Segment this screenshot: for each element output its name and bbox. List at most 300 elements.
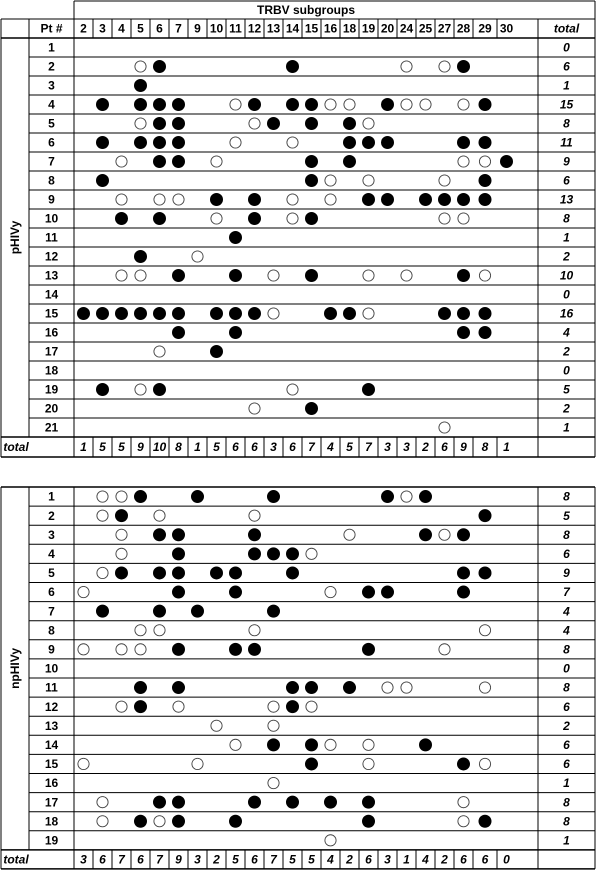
phivy-filled-circle — [230, 308, 242, 320]
phivy-patient-number: 9 — [48, 192, 55, 207]
nphivy-column-total: 5 — [289, 852, 296, 867]
phivy-filled-circle — [249, 308, 261, 320]
phivy-open-circle — [479, 270, 490, 281]
nphivy-filled-circle — [363, 586, 375, 598]
phivy-column-total: 9 — [460, 440, 467, 455]
phivy-filled-circle — [97, 137, 109, 149]
phivy-row-total: 0 — [563, 40, 570, 55]
nphivy-filled-circle — [479, 567, 491, 579]
nphivy-filled-circle — [173, 529, 185, 541]
nphivy-filled-circle — [287, 548, 299, 560]
nphivy-open-circle — [325, 835, 336, 846]
nphivy-column-total: 9 — [175, 852, 182, 867]
phivy-open-circle — [458, 213, 469, 224]
phivy-filled-circle — [78, 308, 90, 320]
column-header-trbv12: 12 — [247, 21, 262, 36]
phivy-open-circle — [344, 99, 355, 110]
column-header-trbv15: 15 — [304, 21, 319, 36]
phivy-filled-circle — [479, 194, 491, 206]
header-title: TRBV subgroups — [257, 3, 355, 18]
phivy-row-total: 11 — [560, 135, 573, 150]
phivy-filled-circle — [458, 308, 470, 320]
phivy-filled-circle — [211, 308, 223, 320]
phivy-filled-circle — [97, 99, 109, 111]
phivy-column-total: 3 — [384, 440, 391, 455]
nphivy-column-total: 0 — [503, 852, 510, 867]
phivy-filled-circle — [479, 308, 491, 320]
nphivy-column-total: 7 — [118, 852, 125, 867]
nphivy-patient-number: 18 — [44, 814, 59, 829]
column-header-trbv25: 25 — [418, 21, 433, 36]
phivy-patient-number: 14 — [44, 287, 59, 302]
nphivy-filled-circle — [306, 758, 318, 770]
nphivy-open-circle — [78, 586, 89, 597]
nphivy-filled-circle — [154, 567, 166, 579]
nphivy-open-circle — [479, 682, 490, 693]
nphivy-filled-circle — [116, 510, 128, 522]
nphivy-patient-number: 15 — [44, 757, 59, 772]
phivy-open-circle — [439, 213, 450, 224]
nphivy-open-circle — [479, 758, 490, 769]
nphivy-column-total: 6 — [365, 852, 372, 867]
phivy-row-total: 2 — [563, 401, 570, 416]
phivy-filled-circle — [458, 270, 470, 282]
phivy-row-total: 4 — [563, 325, 570, 340]
phivy-filled-circle — [344, 137, 356, 149]
nphivy-patient-number: 10 — [44, 661, 59, 676]
nphivy-open-circle — [306, 701, 317, 712]
phivy-filled-circle — [154, 156, 166, 168]
phivy-filled-circle — [363, 194, 375, 206]
nphivy-column-total: 6 — [251, 852, 258, 867]
nphivy-filled-circle — [268, 548, 280, 560]
nphivy-column-total: 1 — [403, 852, 410, 867]
phivy-filled-circle — [306, 156, 318, 168]
phivy-totals-label: total — [3, 440, 29, 455]
phivy-column-total: 5 — [346, 440, 353, 455]
nphivy-patient-number: 13 — [44, 718, 59, 733]
phivy-row-total: 2 — [563, 249, 570, 264]
nphivy-open-circle — [192, 758, 203, 769]
nphivy-open-circle — [211, 720, 222, 731]
phivy-filled-circle — [230, 232, 242, 244]
phivy-open-circle — [135, 270, 146, 281]
nphivy-open-circle — [249, 510, 260, 521]
header-pt-label: Pt # — [40, 21, 63, 36]
phivy-open-circle — [116, 156, 127, 167]
nphivy-filled-circle — [249, 643, 261, 655]
phivy-row-total: 0 — [563, 287, 570, 302]
nphivy-open-circle — [325, 586, 336, 597]
phivy-filled-circle — [154, 384, 166, 396]
phivy-patient-number: 8 — [48, 173, 55, 188]
nphivy-open-circle — [116, 548, 127, 559]
phivy-filled-circle — [211, 194, 223, 206]
phivy-filled-circle — [458, 61, 470, 73]
nphivy-open-circle — [401, 682, 412, 693]
nphivy-open-circle — [97, 816, 108, 827]
phivy-filled-circle — [479, 327, 491, 339]
phivy-patient-number: 6 — [48, 135, 55, 150]
phivy-open-circle — [249, 403, 260, 414]
phivy-filled-circle — [479, 137, 491, 149]
phivy-open-circle — [325, 194, 336, 205]
nphivy-open-circle — [268, 777, 279, 788]
phivy-filled-circle — [135, 137, 147, 149]
phivy-open-circle — [154, 346, 165, 357]
phivy-open-circle — [363, 308, 374, 319]
phivy-column-total: 6 — [232, 440, 239, 455]
nphivy-filled-circle — [479, 510, 491, 522]
nphivy-patient-number: 3 — [48, 527, 55, 542]
column-header-trbv29: 29 — [478, 21, 492, 36]
nphivy-filled-circle — [192, 605, 204, 617]
phivy-open-circle — [325, 175, 336, 186]
phivy-open-circle — [363, 175, 374, 186]
phivy-filled-circle — [306, 270, 318, 282]
phivy-open-circle — [479, 156, 490, 167]
nphivy-column-total: 3 — [80, 852, 87, 867]
nphivy-filled-circle — [211, 567, 223, 579]
nphivy-filled-circle — [287, 701, 299, 713]
nphivy-filled-circle — [458, 529, 470, 541]
nphivy-open-circle — [268, 720, 279, 731]
phivy-filled-circle — [211, 346, 223, 358]
phivy-patient-number: 12 — [44, 249, 59, 264]
phivy-open-circle — [192, 251, 203, 262]
nphivy-column-total: 6 — [137, 852, 144, 867]
phivy-open-circle — [287, 213, 298, 224]
phivy-row-total: 1 — [563, 230, 570, 245]
nphivy-row-total: 2 — [563, 718, 570, 733]
nphivy-row-total: 9 — [563, 566, 570, 581]
nphivy-filled-circle — [268, 491, 280, 503]
phivy-column-total: 9 — [137, 440, 144, 455]
phivy-filled-circle — [287, 99, 299, 111]
phivy-patient-number: 7 — [48, 154, 55, 169]
phivy-open-circle — [439, 422, 450, 433]
nphivy-filled-circle — [192, 491, 204, 503]
phivy-open-circle — [363, 118, 374, 129]
phivy-column-total: 5 — [118, 440, 125, 455]
nphivy-column-total: 4 — [327, 852, 334, 867]
phivy-open-circle — [458, 99, 469, 110]
nphivy-filled-circle — [306, 682, 318, 694]
phivy-open-circle — [401, 61, 412, 72]
phivy-filled-circle — [135, 80, 147, 92]
nphivy-filled-circle — [97, 605, 109, 617]
nphivy-open-circle — [325, 739, 336, 750]
phivy-column-total: 8 — [481, 440, 489, 455]
phivy-row-total: 2 — [563, 344, 570, 359]
phivy-column-total: 7 — [308, 440, 315, 455]
nphivy-filled-circle — [458, 586, 470, 598]
column-header-trbv2: 2 — [80, 21, 87, 36]
column-header-trbv5: 5 — [137, 21, 144, 36]
nphivy-filled-circle — [116, 567, 128, 579]
phivy-filled-circle — [154, 308, 166, 320]
nphivy-open-circle — [439, 644, 450, 655]
phivy-open-circle — [135, 384, 146, 395]
phivy-row-total: 16 — [559, 306, 574, 321]
phivy-group-label: pHIVy — [8, 220, 23, 255]
phivy-filled-circle — [363, 137, 375, 149]
phivy-filled-circle — [154, 99, 166, 111]
nphivy-column-total: 2 — [441, 852, 448, 867]
nphivy-column-total: 3 — [384, 852, 391, 867]
nphivy-patient-number: 7 — [48, 604, 55, 619]
nphivy-open-circle — [382, 682, 393, 693]
nphivy-open-circle — [97, 510, 108, 521]
phivy-filled-circle — [363, 384, 375, 396]
nphivy-filled-circle — [230, 586, 242, 598]
column-header-trbv18: 18 — [342, 21, 357, 36]
phivy-open-circle — [154, 194, 165, 205]
phivy-filled-circle — [173, 270, 185, 282]
nphivy-filled-circle — [363, 643, 375, 655]
nphivy-row-total: 8 — [563, 680, 570, 695]
phivy-patient-number: 16 — [44, 325, 59, 340]
column-header-trbv10: 10 — [209, 21, 224, 36]
nphivy-open-circle — [97, 491, 108, 502]
nphivy-column-total: 5 — [308, 852, 315, 867]
phivy-filled-circle — [135, 251, 147, 263]
nphivy-row-total: 7 — [563, 585, 570, 600]
phivy-filled-circle — [249, 194, 261, 206]
phivy-open-circle — [287, 384, 298, 395]
nphivy-filled-circle — [154, 796, 166, 808]
phivy-filled-circle — [306, 99, 318, 111]
phivy-column-total: 5 — [213, 440, 220, 455]
phivy-column-total: 10 — [152, 440, 167, 455]
nphivy-open-circle — [116, 644, 127, 655]
phivy-patient-number: 11 — [45, 230, 58, 245]
nphivy-filled-circle — [363, 796, 375, 808]
nphivy-patient-number: 11 — [45, 680, 58, 695]
phivy-filled-circle — [268, 118, 280, 130]
nphivy-filled-circle — [230, 815, 242, 827]
phivy-filled-circle — [382, 99, 394, 111]
nphivy-row-total: 4 — [563, 604, 570, 619]
nphivy-filled-circle — [173, 567, 185, 579]
column-header-trbv6: 6 — [156, 21, 163, 36]
nphivy-filled-circle — [325, 796, 337, 808]
nphivy-open-circle — [249, 625, 260, 636]
phivy-filled-circle — [325, 308, 337, 320]
nphivy-patient-number: 1 — [48, 489, 55, 504]
phivy-patient-number: 13 — [44, 268, 59, 283]
phivy-column-total: 3 — [403, 440, 410, 455]
nphivy-open-circle — [116, 529, 127, 540]
nphivy-filled-circle — [173, 796, 185, 808]
phivy-filled-circle — [97, 308, 109, 320]
nphivy-row-total: 4 — [563, 623, 570, 638]
nphivy-filled-circle — [230, 567, 242, 579]
phivy-filled-circle — [249, 213, 261, 225]
phivy-row-total: 6 — [563, 173, 570, 188]
phivy-filled-circle — [458, 327, 470, 339]
phivy-column-total: 6 — [251, 440, 258, 455]
nphivy-column-total: 2 — [213, 852, 220, 867]
phivy-filled-circle — [173, 118, 185, 130]
nphivy-open-circle — [78, 644, 89, 655]
phivy-row-total: 5 — [563, 382, 570, 397]
column-header-trbv19: 19 — [361, 21, 376, 36]
nphivy-filled-circle — [173, 643, 185, 655]
phivy-filled-circle — [230, 270, 242, 282]
nphivy-patient-number: 12 — [44, 699, 59, 714]
phivy-column-total: 8 — [175, 440, 182, 455]
nphivy-filled-circle — [458, 758, 470, 770]
nphivy-filled-circle — [458, 567, 470, 579]
phivy-filled-circle — [382, 194, 394, 206]
phivy-open-circle — [135, 61, 146, 72]
nphivy-filled-circle — [249, 529, 261, 541]
nphivy-open-circle — [363, 739, 374, 750]
phivy-open-circle — [401, 99, 412, 110]
column-header-trbv28: 28 — [456, 21, 471, 36]
phivy-open-circle — [135, 118, 146, 129]
column-header-trbv30: 30 — [499, 21, 514, 36]
phivy-filled-circle — [306, 175, 318, 187]
nphivy-row-total: 6 — [563, 757, 570, 772]
nphivy-column-total: 6 — [481, 852, 489, 867]
phivy-open-circle — [287, 137, 298, 148]
nphivy-open-circle — [154, 625, 165, 636]
nphivy-filled-circle — [249, 796, 261, 808]
phivy-filled-circle — [173, 99, 185, 111]
column-header-trbv13: 13 — [266, 21, 281, 36]
phivy-open-circle — [363, 270, 374, 281]
nphivy-patient-number: 2 — [48, 508, 55, 523]
nphivy-open-circle — [78, 758, 89, 769]
phivy-column-total: 5 — [99, 440, 106, 455]
phivy-filled-circle — [173, 156, 185, 168]
nphivy-filled-circle — [287, 796, 299, 808]
phivy-filled-circle — [173, 327, 185, 339]
phivy-row-total: 0 — [563, 363, 570, 378]
phivy-filled-circle — [439, 308, 451, 320]
nphivy-open-circle — [135, 644, 146, 655]
nphivy-row-total: 0 — [563, 661, 570, 676]
nphivy-row-total: 6 — [563, 738, 570, 753]
nphivy-column-total: 4 — [422, 852, 429, 867]
nphivy-row-total: 5 — [563, 508, 570, 523]
nphivy-open-circle — [363, 758, 374, 769]
nphivy-filled-circle — [287, 682, 299, 694]
nphivy-filled-circle — [268, 605, 280, 617]
phivy-column-total: 6 — [441, 440, 448, 455]
phivy-row-total: 8 — [563, 116, 570, 131]
phivy-open-circle — [116, 194, 127, 205]
nphivy-patient-number: 19 — [44, 833, 59, 848]
column-header-trbv20: 20 — [380, 21, 395, 36]
nphivy-open-circle — [401, 491, 412, 502]
phivy-filled-circle — [479, 99, 491, 111]
phivy-filled-circle — [306, 118, 318, 130]
phivy-open-circle — [325, 99, 336, 110]
phivy-column-total: 3 — [270, 440, 277, 455]
phivy-row-total: 15 — [559, 97, 574, 112]
phivy-filled-circle — [116, 308, 128, 320]
phivy-open-circle — [211, 213, 222, 224]
nphivy-filled-circle — [135, 491, 147, 503]
phivy-open-circle — [439, 61, 450, 72]
nphivy-open-circle — [154, 510, 165, 521]
column-header-trbv4: 4 — [118, 21, 125, 36]
phivy-patient-number: 4 — [48, 97, 55, 112]
phivy-row-total: 1 — [563, 420, 570, 435]
phivy-column-total: 7 — [365, 440, 372, 455]
column-header-trbv14: 14 — [285, 21, 300, 36]
column-header-trbv24: 24 — [399, 21, 414, 36]
nphivy-open-circle — [116, 491, 127, 502]
nphivy-column-total: 7 — [270, 852, 277, 867]
phivy-filled-circle — [135, 308, 147, 320]
phivy-filled-circle — [306, 403, 318, 415]
column-header-trbv9: 9 — [194, 21, 201, 36]
phivy-row-total: 9 — [563, 154, 570, 169]
nphivy-open-circle — [116, 701, 127, 712]
nphivy-patient-number: 8 — [48, 623, 55, 638]
nphivy-filled-circle — [382, 491, 394, 503]
nphivy-open-circle — [458, 816, 469, 827]
phivy-filled-circle — [135, 99, 147, 111]
phivy-open-circle — [401, 270, 412, 281]
phivy-filled-circle — [287, 61, 299, 73]
column-header-trbv27: 27 — [437, 21, 452, 36]
nphivy-filled-circle — [173, 548, 185, 560]
nphivy-filled-circle — [420, 739, 432, 751]
phivy-open-circle — [268, 308, 279, 319]
phivy-row-total: 8 — [563, 211, 570, 226]
nphivy-patient-number: 17 — [44, 795, 59, 810]
phivy-patient-number: 10 — [44, 211, 59, 226]
phivy-open-circle — [116, 270, 127, 281]
column-header-trbv16: 16 — [323, 21, 338, 36]
phivy-filled-circle — [458, 194, 470, 206]
nphivy-open-circle — [268, 701, 279, 712]
phivy-patient-number: 21 — [44, 420, 59, 435]
nphivy-filled-circle — [173, 682, 185, 694]
phivy-patient-number: 18 — [44, 363, 59, 378]
phivy-column-total: 6 — [289, 440, 296, 455]
phivy-filled-circle — [97, 384, 109, 396]
nphivy-open-circle — [97, 567, 108, 578]
nphivy-filled-circle — [154, 529, 166, 541]
nphivy-filled-circle — [479, 815, 491, 827]
column-header-trbv11: 11 — [229, 21, 242, 36]
nphivy-filled-circle — [135, 701, 147, 713]
nphivy-open-circle — [479, 625, 490, 636]
nphivy-patient-number: 6 — [48, 585, 55, 600]
phivy-patient-number: 2 — [48, 59, 55, 74]
phivy-filled-circle — [173, 308, 185, 320]
phivy-open-circle — [211, 156, 222, 167]
phivy-open-circle — [420, 99, 431, 110]
phivy-patient-number: 19 — [44, 382, 59, 397]
nphivy-filled-circle — [363, 815, 375, 827]
phivy-row-total: 1 — [563, 78, 570, 93]
phivy-filled-circle — [116, 213, 128, 225]
nphivy-column-total: 2 — [346, 852, 353, 867]
header-total-label: total — [553, 21, 580, 36]
column-header-trbv3: 3 — [99, 21, 106, 36]
nphivy-row-total: 8 — [563, 642, 570, 657]
phivy-open-circle — [268, 270, 279, 281]
nphivy-open-circle — [173, 701, 184, 712]
phivy-patient-number: 5 — [48, 116, 55, 131]
